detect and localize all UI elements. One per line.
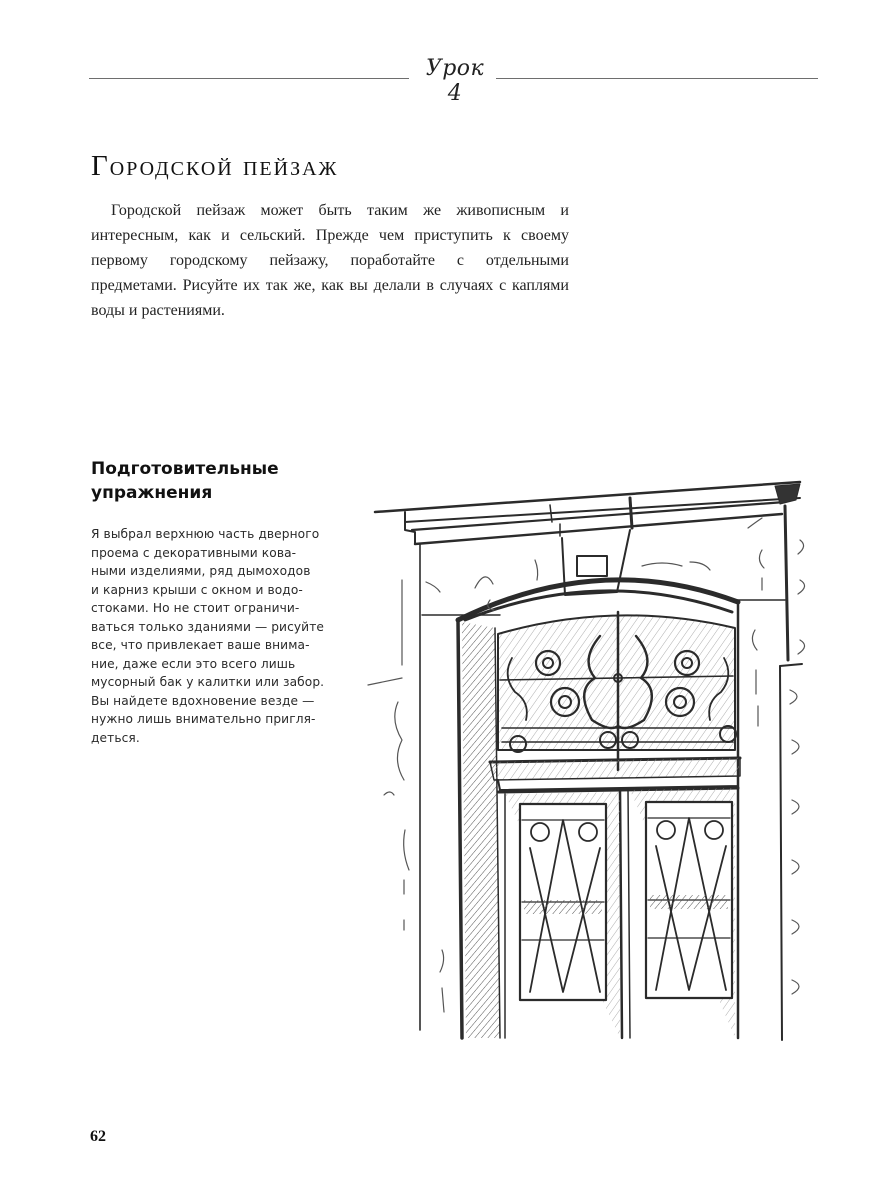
body-line: ние, даже если это всего лишь <box>91 656 296 671</box>
body-line: все, что привлекает ваше внима- <box>91 638 310 652</box>
intro-paragraph: Городской пейзаж может быть таким же живописным и интересным, как и сельский. Прежде чем приступить к своему первому городскому пейзажу, поработайте с отдельными предметами. Рисуйте их так же, как вы делали в случаях с каплями воды и растениями. <box>91 202 569 319</box>
body-line: ваться только зданиями — рисуйте <box>91 619 324 634</box>
section-title-line-2: упражнения <box>91 483 213 503</box>
section-title <box>91 457 331 505</box>
body-line: стоками. Но не стоит ограничи- <box>91 601 300 615</box>
body-line: деться. <box>91 730 140 745</box>
page-title: Городской пейзаж <box>91 150 339 182</box>
body-line: ными изделиями, ряд дымоходов <box>91 564 311 578</box>
body-line: и карниз крыши с окном и водо- <box>91 582 303 597</box>
header-rule-right <box>496 78 818 79</box>
body-line: Вы найдете вдохновение везде — <box>91 693 315 708</box>
page-number: 62 <box>90 1128 106 1145</box>
lesson-label: Урок 4 <box>425 56 485 106</box>
body-line: проема с декоративными кова- <box>91 545 297 560</box>
body-line: Я выбрал верхнюю часть дверного <box>91 527 320 541</box>
section-body <box>91 525 329 747</box>
header-rule-left <box>89 78 409 79</box>
section-title-line-1: Подготовительные <box>91 459 279 479</box>
body-line: мусорный бак у калитки или забор. <box>91 675 325 689</box>
doorway-sketch-illustration <box>330 440 850 1060</box>
body-line: нужно лишь внимательно пригля- <box>91 712 316 726</box>
